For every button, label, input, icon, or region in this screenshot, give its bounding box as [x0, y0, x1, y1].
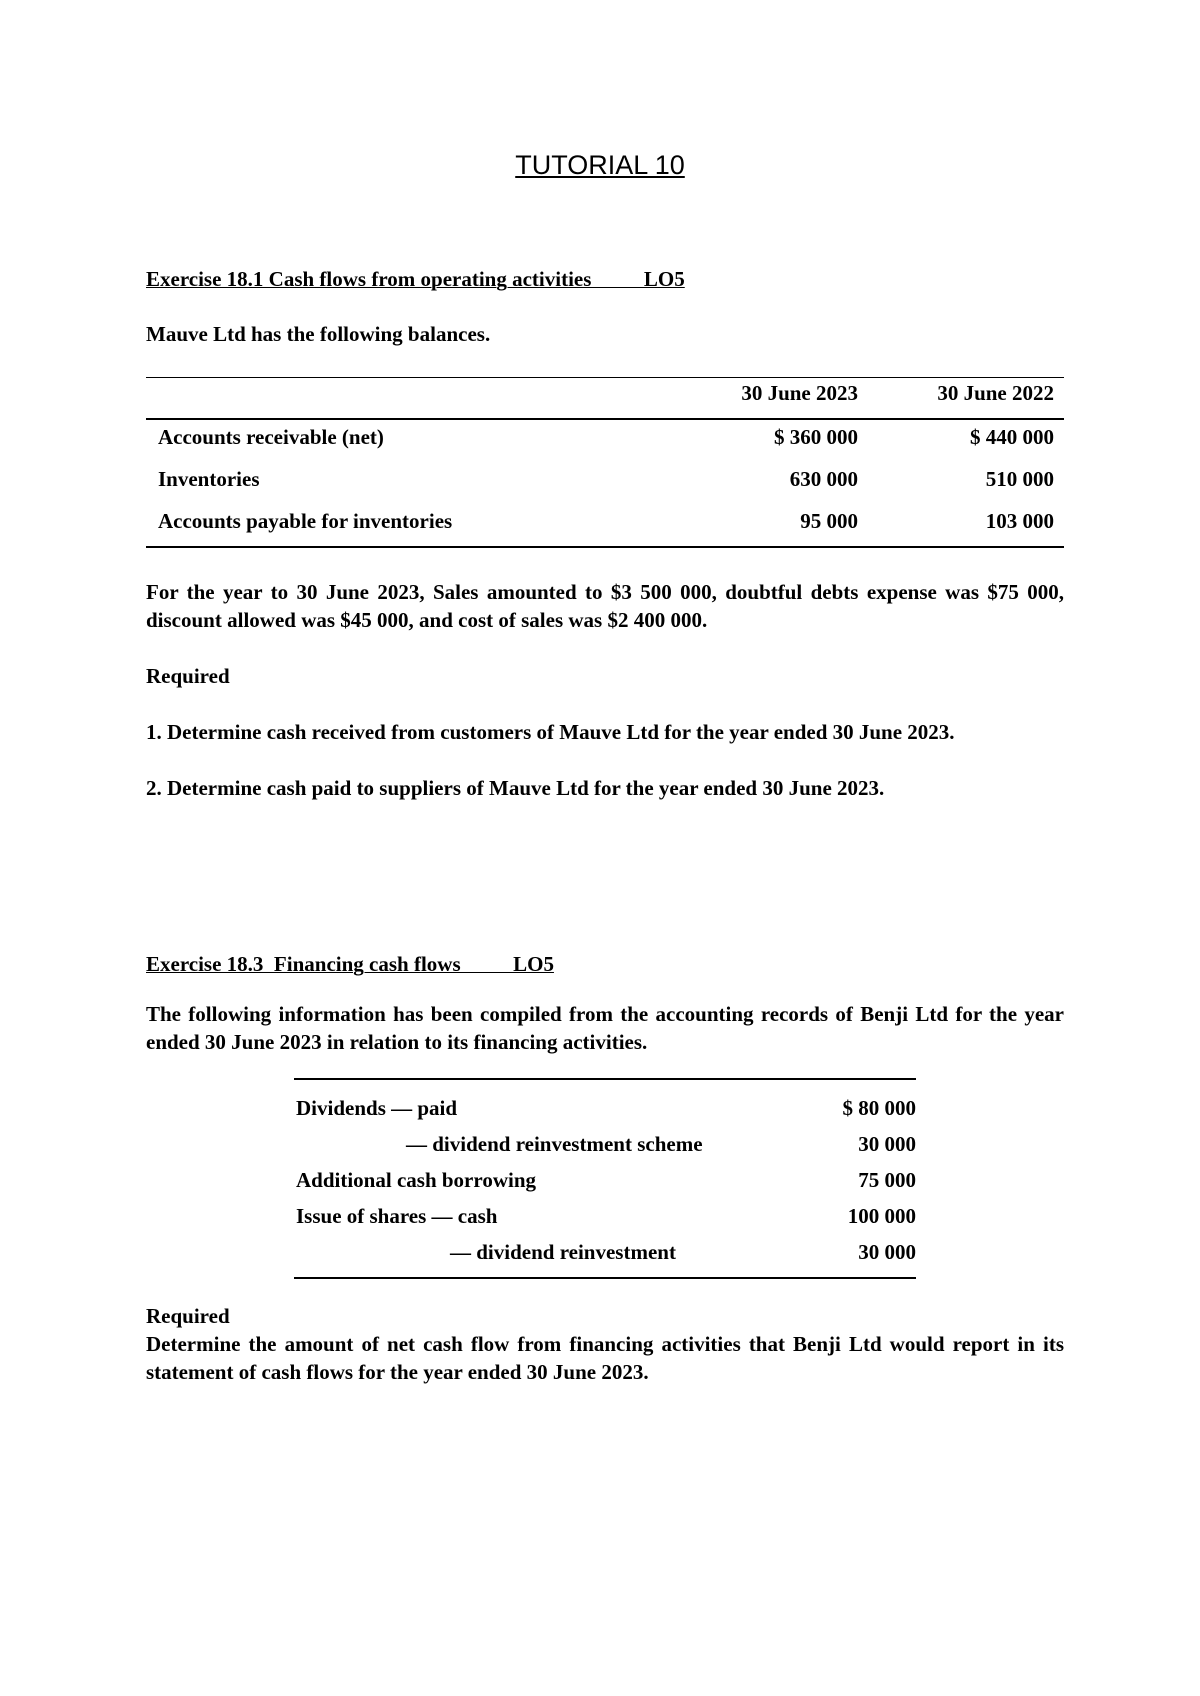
- question-1: 1. Determine cash received from customers of Mauve Ltd for the year ended 30 June 2023.: [146, 720, 955, 744]
- row-label: Additional cash borrowing: [296, 1168, 536, 1192]
- row-label: — dividend reinvestment: [450, 1240, 676, 1264]
- exercise-18-1-heading: Exercise 18.1 Cash flows from operating activities LO5: [146, 267, 685, 291]
- row-label: Accounts payable for inventories: [158, 509, 453, 533]
- column-header-2023: 30 June 2023: [741, 381, 858, 405]
- row-label: — dividend reinvestment scheme: [406, 1132, 703, 1156]
- question-2: 2. Determine cash paid to suppliers of Mauve Ltd for the year ended 30 June 2023.: [146, 776, 885, 800]
- page-title: TUTORIAL 10: [515, 150, 685, 180]
- row-label: Accounts receivable (net): [158, 425, 384, 449]
- row-value-2022: 510 000: [985, 467, 1054, 491]
- table-top-rule: [294, 1078, 916, 1080]
- row-label: Issue of shares — cash: [296, 1204, 498, 1228]
- column-header-2022: 30 June 2022: [937, 381, 1054, 405]
- exercise-18-3-body: Determine the amount of net cash flow from financing activities that Benji Ltd would report in its statement of cash flows for the year ended 30 June 2023.: [146, 1332, 1064, 1384]
- row-value: 100 000: [847, 1204, 916, 1228]
- row-label: Inventories: [158, 467, 260, 491]
- row-value: 30 000: [858, 1132, 916, 1156]
- row-value-2022: 103 000: [985, 509, 1054, 533]
- table-bottom-rule: [294, 1277, 916, 1279]
- required-label: Required: [146, 664, 230, 688]
- table-bottom-rule: [146, 546, 1064, 548]
- row-value-2022: $ 440 000: [970, 425, 1054, 449]
- exercise-18-3-intro: The following information has been compiled from the accounting records of Benji Ltd for the year ended 30 June 2023 in relation to its financing activities.: [146, 1002, 1064, 1054]
- row-value: 75 000: [858, 1168, 916, 1192]
- exercise-18-1-intro: Mauve Ltd has the following balances.: [146, 322, 491, 346]
- table-header-rule: [146, 418, 1064, 420]
- row-value-2023: $ 360 000: [774, 425, 858, 449]
- row-value: $ 80 000: [842, 1096, 916, 1120]
- required-label: Required: [146, 1304, 230, 1328]
- exercise-18-3-heading: Exercise 18.3 Financing cash flows LO5: [146, 952, 554, 976]
- row-value: 30 000: [858, 1240, 916, 1264]
- table-top-rule: [146, 377, 1064, 378]
- row-value-2023: 630 000: [789, 467, 858, 491]
- row-value-2023: 95 000: [800, 509, 858, 533]
- exercise-18-1-body: For the year to 30 June 2023, Sales amounted to $3 500 000, doubtful debts expense was $75 000, discount allowed was $45 000, and cost of sales was $2 400 000.: [146, 580, 1064, 632]
- row-label: Dividends — paid: [296, 1096, 458, 1120]
